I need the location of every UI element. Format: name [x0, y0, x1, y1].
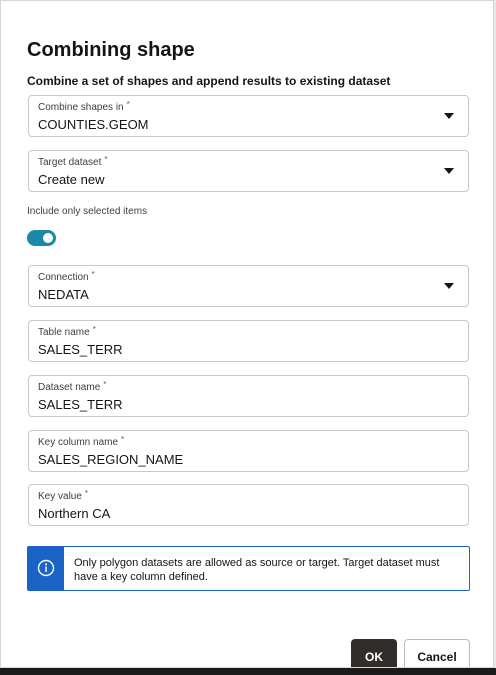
- chevron-down-icon[interactable]: [444, 168, 454, 174]
- key-value-value[interactable]: Northern CA: [38, 506, 111, 521]
- include-selected-toggle[interactable]: [27, 230, 56, 246]
- key-column-name-label: Key column name *: [38, 435, 125, 448]
- combine-shapes-value: COUNTIES.GEOM: [38, 117, 149, 132]
- info-message-text: Only polygon datasets are allowed as source or target. Target dataset must have a key column defined.: [74, 557, 440, 583]
- connection-select[interactable]: [28, 265, 469, 307]
- dataset-name-value[interactable]: SALES_TERR: [38, 397, 123, 412]
- required-mark: *: [91, 270, 95, 279]
- key-column-name-field[interactable]: [28, 430, 469, 472]
- key-value-label: Key value *: [38, 489, 89, 502]
- required-mark: *: [103, 380, 107, 389]
- cancel-button[interactable]: Cancel: [404, 639, 470, 668]
- table-name-value[interactable]: SALES_TERR: [38, 342, 123, 357]
- dialog-title: Combining shape: [27, 39, 195, 61]
- chevron-down-icon[interactable]: [444, 113, 454, 119]
- target-dataset-select[interactable]: [28, 150, 469, 192]
- dataset-name-label: Dataset name *: [38, 380, 107, 393]
- info-icon: [37, 559, 55, 577]
- info-bar: [28, 547, 64, 590]
- connection-value: NEDATA: [38, 287, 89, 302]
- required-mark: *: [104, 155, 108, 164]
- chevron-down-icon[interactable]: [444, 283, 454, 289]
- dataset-name-field[interactable]: [28, 375, 469, 417]
- include-selected-label: Include only selected items: [27, 206, 148, 217]
- key-value-field[interactable]: [28, 484, 469, 526]
- table-name-field[interactable]: [28, 320, 469, 362]
- toggle-knob: [43, 233, 53, 243]
- combine-shapes-select[interactable]: [28, 95, 469, 137]
- dialog-subtitle: Combine a set of shapes and append results to existing dataset: [27, 74, 391, 88]
- ok-button[interactable]: OK: [351, 639, 397, 668]
- combine-shapes-label: Combine shapes in *: [38, 100, 130, 113]
- required-mark: *: [92, 325, 96, 334]
- info-message: [27, 546, 470, 591]
- required-mark: *: [121, 435, 125, 444]
- bottom-strip: [0, 668, 496, 675]
- key-column-name-value[interactable]: SALES_REGION_NAME: [38, 452, 184, 467]
- target-dataset-value: Create new: [38, 172, 105, 187]
- required-mark: *: [126, 100, 130, 109]
- target-dataset-label: Target dataset *: [38, 155, 108, 168]
- table-name-label: Table name *: [38, 325, 96, 338]
- connection-label: Connection *: [38, 270, 95, 283]
- required-mark: *: [84, 489, 89, 498]
